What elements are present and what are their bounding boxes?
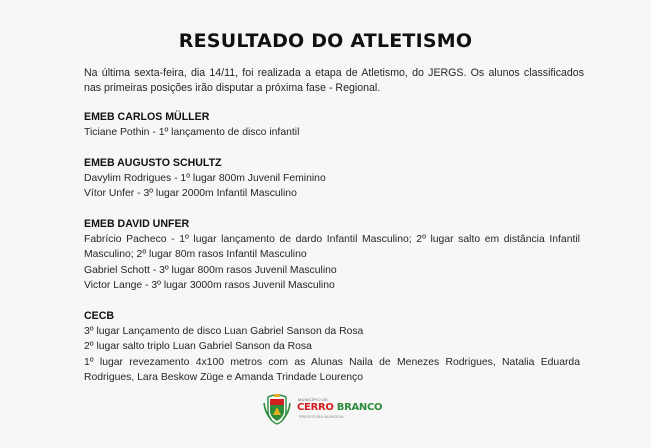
result-line: 3º lugar Lançamento de disco Luan Gabriel Sanson da Rosa: [84, 326, 364, 337]
section-emeb-augusto-schultz: [84, 156, 580, 202]
logo-name-branco: BRANCO: [336, 402, 383, 413]
coat-of-arms-icon: [262, 393, 292, 425]
result-line: Gabriel Schott - 3º lugar 800m rasos Juvenil Masculino: [84, 264, 337, 276]
page-title: RESULTADO DO ATLETISMO: [178, 30, 473, 52]
result-line: Vítor Unfer - 3º lugar 2000m Infantil Masculino: [84, 188, 297, 200]
section-heading: EMEB DAVID UNFER: [84, 218, 190, 230]
logo-name: [297, 402, 382, 413]
logo-bottom-text: PREFEITURA MUNICIPAL: [299, 415, 345, 419]
result-line: Fabrício Pacheco - 1º lugar lançamento de dardo Infantil Masculino; 2º lugar salto em distância Infantil Masculino; 2º lugar 80m rasos Infantil Masculino: [84, 234, 580, 261]
result-line: 1º lugar revezamento 4x100 metros com as Alunas Naila de Menezes Rodrigues, Natalia Eduarda Rodrigues, Lara Beskow Züge e Amanda Trindade Lourenço: [84, 356, 580, 384]
result-line: Victor Lange - 3º lugar 3000m rasos Juvenil Masculino: [84, 280, 335, 292]
section-heading: EMEB CARLOS MÜLLER: [84, 111, 210, 123]
cerro-branco-logo: [262, 393, 392, 425]
result-line: Davylim Rodrigues - 1º lugar 800m Juvenil Feminino: [84, 173, 326, 184]
logo-top-text: MUNICÍPIO DE: [298, 397, 329, 402]
section-heading: CECB: [84, 310, 115, 322]
intro-paragraph: Na última sexta-feira, dia 14/11, foi realizada a etapa de Atletismo, do JERGS. Os alunos classificados nas primeiras posições irão disputar a próxima fase - Regional.: [84, 67, 584, 95]
result-line: 2º lugar salto triplo Luan Gabriel Sanson da Rosa: [84, 341, 312, 353]
logo-name-cerro: CERRO: [297, 402, 334, 413]
result-line: Ticiane Pothin - 1º lançamento de disco infantil: [84, 127, 300, 138]
section-emeb-carlos-muller: [84, 110, 580, 140]
section-cecb: [84, 309, 580, 386]
section-heading: EMEB AUGUSTO SCHULTZ: [84, 157, 222, 169]
section-emeb-david-unfer: [84, 217, 580, 294]
